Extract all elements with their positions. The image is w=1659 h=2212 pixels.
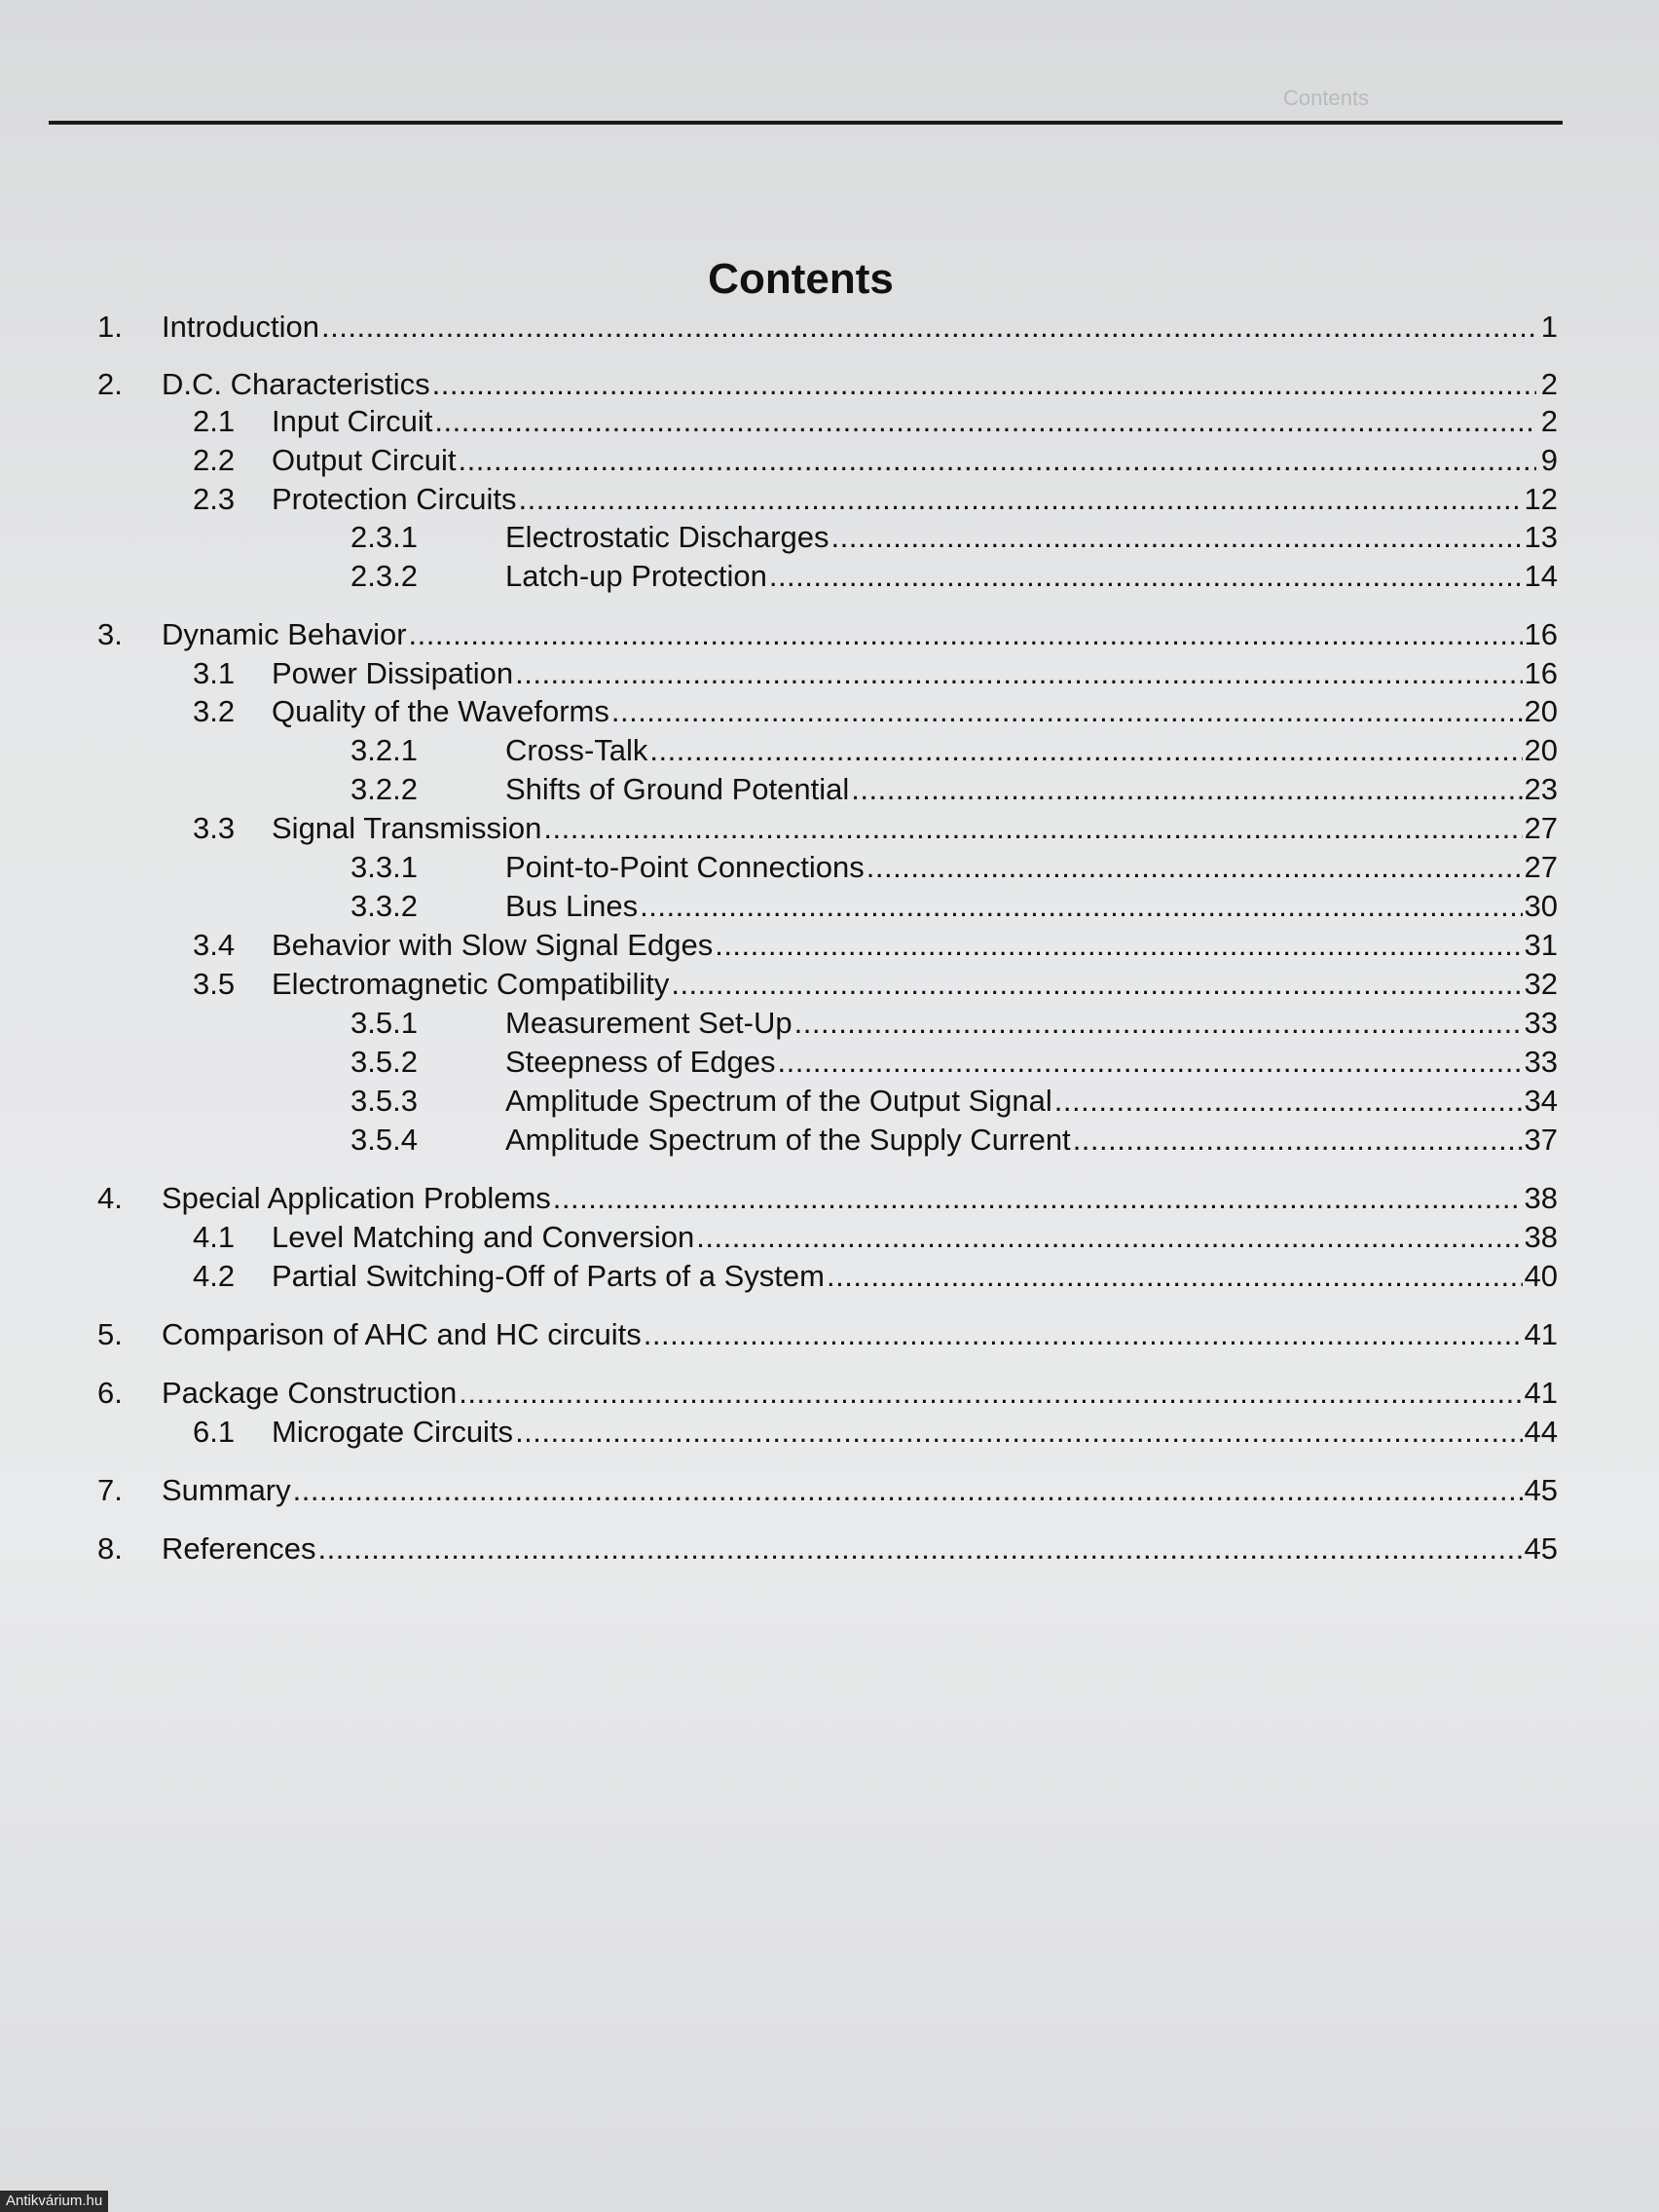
toc-entry-title: Behavior with Slow Signal Edges [272, 928, 714, 962]
toc-entry-number: 3.5.1 [350, 1006, 418, 1040]
toc-entry [350, 1082, 1558, 1121]
toc-entry-page: 27 [1524, 850, 1558, 884]
toc-entry-page: 9 [1540, 443, 1558, 477]
toc-leader-dots [432, 365, 1536, 404]
toc-entry-title: Cross-Talk [505, 733, 648, 767]
toc-entry [193, 480, 1558, 519]
toc-entry-number: 3.2.2 [350, 772, 418, 806]
toc-entry-title: References [162, 1531, 316, 1566]
toc-entry-number: 1. [97, 310, 123, 344]
toc-entry-number: 4. [97, 1181, 123, 1215]
toc-entry-page: 38 [1524, 1181, 1558, 1215]
toc-leader-dots [293, 1471, 1523, 1510]
toc-leader-dots [515, 1413, 1522, 1452]
toc-leader-dots [769, 557, 1523, 596]
toc-entry-title: Summary [162, 1473, 291, 1507]
toc-entry-number: 3.3.2 [350, 889, 418, 923]
toc-entry-page: 2 [1540, 404, 1558, 438]
toc-entry-page: 45 [1524, 1531, 1558, 1566]
toc-entry-title: Level Matching and Conversion [272, 1220, 695, 1254]
toc-entry-page: 37 [1524, 1123, 1558, 1157]
toc-entry [97, 1315, 1558, 1354]
toc-leader-dots [515, 654, 1522, 693]
toc-entry-page: 34 [1524, 1084, 1558, 1118]
toc-entry-page: 40 [1524, 1259, 1558, 1293]
toc-entry [193, 402, 1558, 441]
toc-entry-page: 30 [1524, 889, 1558, 923]
toc-leader-dots [671, 965, 1522, 1004]
toc-entry-number: 3.1 [193, 656, 236, 690]
toc-entry [193, 654, 1558, 693]
toc-entry-page: 12 [1524, 482, 1558, 516]
toc-entry [97, 365, 1558, 404]
toc-entry-title: Steepness of Edges [505, 1045, 776, 1079]
toc-entry [97, 615, 1558, 654]
toc-entry-title: Bus Lines [505, 889, 639, 923]
toc-entry-number: 3.3.1 [350, 850, 418, 884]
toc-leader-dots [321, 308, 1536, 347]
toc-leader-dots [409, 615, 1523, 654]
toc-entry-title: Dynamic Behavior [162, 617, 407, 651]
toc-entry [350, 731, 1558, 770]
toc-entry [193, 1413, 1558, 1452]
toc-entry-title: Introduction [162, 310, 319, 344]
toc-entry-number: 6.1 [193, 1415, 236, 1449]
toc-entry-number: 7. [97, 1473, 123, 1507]
toc-leader-dots [543, 809, 1522, 848]
toc-entry-page: 31 [1524, 928, 1558, 962]
toc-entry [350, 518, 1558, 557]
toc-leader-dots [640, 887, 1522, 926]
toc-entry [97, 1471, 1558, 1510]
toc-entry-number: 2.3.2 [350, 559, 418, 593]
toc-entry-page: 32 [1524, 967, 1558, 1001]
toc-entry-page: 38 [1524, 1220, 1558, 1254]
toc-entry-number: 3.2.1 [350, 733, 418, 767]
toc-entry [350, 770, 1558, 809]
toc-entry-number: 2. [97, 367, 123, 401]
toc-entry [350, 848, 1558, 887]
toc-entry-title: Measurement Set-Up [505, 1006, 793, 1040]
toc-entry-number: 4.1 [193, 1220, 236, 1254]
toc-entry [193, 441, 1558, 480]
toc-entry-page: 41 [1524, 1376, 1558, 1410]
toc-entry-title: Shifts of Ground Potential [505, 772, 850, 806]
toc-entry-title: Quality of the Waveforms [272, 694, 609, 728]
toc-leader-dots [644, 1315, 1523, 1354]
toc-entry-title: Electrostatic Discharges [505, 520, 830, 554]
toc-entry-number: 6. [97, 1376, 123, 1410]
toc-entry-title: Output Circuit [272, 443, 457, 477]
toc-entry-title: Package Construction [162, 1376, 458, 1410]
toc-leader-dots [1073, 1121, 1523, 1160]
toc-entry-page: 27 [1524, 811, 1558, 845]
toc-entry [97, 1374, 1558, 1413]
toc-entry-number: 3.5.2 [350, 1045, 418, 1079]
toc-leader-dots [519, 480, 1523, 519]
toc-leader-dots [831, 518, 1523, 557]
toc-entry-number: 3.4 [193, 928, 236, 962]
toc-entry [193, 965, 1558, 1004]
toc-entry-page: 23 [1524, 772, 1558, 806]
toc-entry-page: 2 [1540, 367, 1558, 401]
toc-entry [97, 308, 1558, 347]
toc-entry-page: 45 [1524, 1473, 1558, 1507]
toc-entry [350, 1121, 1558, 1160]
toc-entry [350, 887, 1558, 926]
toc-entry-number: 2.3.1 [350, 520, 418, 554]
toc-entry [350, 1043, 1558, 1082]
toc-entry-number: 8. [97, 1531, 123, 1566]
toc-entry-page: 16 [1524, 656, 1558, 690]
toc-entry [97, 1530, 1558, 1568]
toc-entry [97, 1179, 1558, 1218]
toc-entry-number: 2.2 [193, 443, 236, 477]
toc-entry-title: Amplitude Spectrum of the Output Signal [505, 1084, 1052, 1118]
toc-entry-page: 14 [1524, 559, 1558, 593]
toc-entry-title: Protection Circuits [272, 482, 517, 516]
toc-entry-number: 3.5.4 [350, 1123, 418, 1157]
toc-entry-page: 13 [1524, 520, 1558, 554]
toc-entry-title: Latch-up Protection [505, 559, 767, 593]
toc-leader-dots [611, 692, 1523, 731]
toc-entry-page: 33 [1524, 1006, 1558, 1040]
toc-entry-page: 20 [1524, 694, 1558, 728]
toc-entry-number: 4.2 [193, 1259, 236, 1293]
toc-entry-title: Point-to-Point Connections [505, 850, 865, 884]
toc-leader-dots [1054, 1082, 1523, 1121]
page-title: Contents [708, 255, 894, 303]
toc-entry [350, 557, 1558, 596]
toc-entry-page: 16 [1524, 617, 1558, 651]
toc-entry-title: Signal Transmission [272, 811, 542, 845]
toc-entry-number: 3.2 [193, 694, 236, 728]
toc-entry-number: 2.1 [193, 404, 236, 438]
toc-entry-title: Power Dissipation [272, 656, 514, 690]
toc-leader-dots [777, 1043, 1522, 1082]
toc-entry-title: Microgate Circuits [272, 1415, 514, 1449]
toc-leader-dots [794, 1004, 1523, 1043]
toc-leader-dots [318, 1530, 1523, 1568]
toc-entry [193, 926, 1558, 965]
toc-entry-title: Electromagnetic Compatibility [272, 967, 670, 1001]
toc-entry [193, 809, 1558, 848]
toc-entry-title: Special Application Problems [162, 1181, 551, 1215]
toc-entry-number: 3.3 [193, 811, 236, 845]
watermark-footer: Antikvárium.hu [0, 2191, 108, 2212]
toc-leader-dots [715, 926, 1522, 965]
toc-leader-dots [553, 1179, 1523, 1218]
toc-entry-page: 1 [1540, 310, 1558, 344]
toc-entry-title: Partial Switching-Off of Parts of a System [272, 1259, 825, 1293]
toc-leader-dots [434, 402, 1536, 441]
toc-entry-number: 5. [97, 1317, 123, 1351]
running-header: Contents [1283, 86, 1370, 110]
toc-entry-number: 2.3 [193, 482, 236, 516]
toc-entry-number: 3.5 [193, 967, 236, 1001]
toc-entry-page: 20 [1524, 733, 1558, 767]
toc-leader-dots [866, 848, 1523, 887]
toc-entry-title: D.C. Characteristics [162, 367, 430, 401]
toc-entry-page: 33 [1524, 1045, 1558, 1079]
toc-leader-dots [649, 731, 1522, 770]
toc-entry [350, 1004, 1558, 1043]
header-rule [49, 121, 1563, 125]
toc-leader-dots [851, 770, 1522, 809]
toc-leader-dots [459, 1374, 1522, 1413]
toc-entry [193, 1257, 1558, 1296]
toc-entry [193, 692, 1558, 731]
toc-entry-number: 3. [97, 617, 123, 651]
toc-leader-dots [827, 1257, 1523, 1296]
toc-entry-title: Amplitude Spectrum of the Supply Current [505, 1123, 1071, 1157]
toc-entry-title: Comparison of AHC and HC circuits [162, 1317, 642, 1351]
toc-entry-title: Input Circuit [272, 404, 433, 438]
toc-leader-dots [696, 1218, 1522, 1257]
toc-entry-page: 41 [1524, 1317, 1558, 1351]
toc-entry-page: 44 [1524, 1415, 1558, 1449]
toc-entry-number: 3.5.3 [350, 1084, 418, 1118]
toc-entry [193, 1218, 1558, 1257]
toc-leader-dots [459, 441, 1536, 480]
